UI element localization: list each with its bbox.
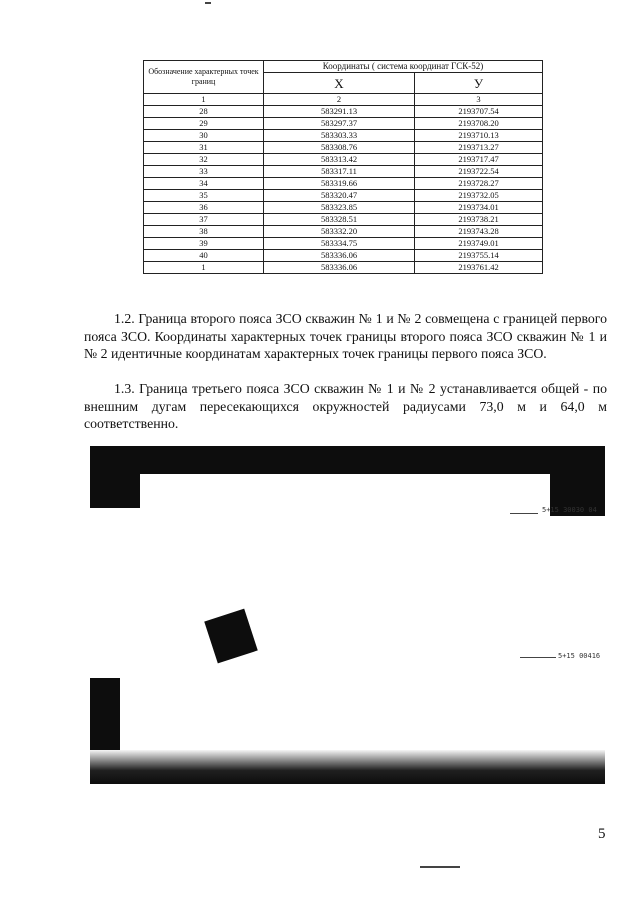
x-cell: 583308.76 [264, 142, 415, 154]
index-cell: 1 [144, 94, 264, 106]
table-header-row [144, 61, 543, 73]
point-cell: 31 [144, 142, 264, 154]
table-body [144, 94, 543, 274]
scan-dark-band-top [90, 446, 605, 474]
y-cell: 2193734.01 [415, 202, 543, 214]
y-cell: 2193728.27 [415, 178, 543, 190]
scan-dash-line [510, 513, 538, 514]
table-row [144, 250, 543, 262]
table-row [144, 238, 543, 250]
point-cell: 30 [144, 130, 264, 142]
table-row [144, 166, 543, 178]
x-cell: 583291.13 [264, 106, 415, 118]
point-cell: 35 [144, 190, 264, 202]
index-cell: 3 [415, 94, 543, 106]
x-cell: 583334.75 [264, 238, 415, 250]
scanned-map-image [90, 446, 610, 784]
x-cell: 583297.37 [264, 118, 415, 130]
y-cell: 2193710.13 [415, 130, 543, 142]
table-row [144, 178, 543, 190]
x-cell: 583313.42 [264, 154, 415, 166]
x-cell: 583303.33 [264, 130, 415, 142]
x-cell: 583323.85 [264, 202, 415, 214]
paragraph-1-3 [84, 380, 607, 433]
index-cell: 2 [264, 94, 415, 106]
y-cell: 2193708.20 [415, 118, 543, 130]
paragraph-1-2-text: 1.2. Граница второго пояса ЗСО скважин № 1 и № 2 совмещена с границей первого пояса ЗСО. Координаты характерных точек границы второго пояса ЗСО скважин № 1 и № 2 идентичные координатам характерных точек границы первого пояса ЗСО. [84, 311, 607, 361]
point-cell: 39 [144, 238, 264, 250]
table-row [144, 106, 543, 118]
point-cell: 28 [144, 106, 264, 118]
table-row [144, 130, 543, 142]
scan-dash-line [520, 657, 556, 658]
table-row [144, 262, 543, 274]
page-number: 5 [598, 826, 606, 842]
point-cell: 33 [144, 166, 264, 178]
y-cell: 2193713.27 [415, 142, 543, 154]
point-cell: 40 [144, 250, 264, 262]
scan-dark-blob [204, 609, 258, 664]
table-index-row [144, 94, 543, 106]
y-cell: 2193732.05 [415, 190, 543, 202]
table-row [144, 214, 543, 226]
table-row [144, 202, 543, 214]
point-cell: 32 [144, 154, 264, 166]
header-designation: Обозначение характерных точек границ [144, 61, 264, 94]
point-cell: 29 [144, 118, 264, 130]
y-cell: 2193707.54 [415, 106, 543, 118]
table-row [144, 142, 543, 154]
table-row [144, 154, 543, 166]
x-cell: 583320.47 [264, 190, 415, 202]
y-cell: 2193738.21 [415, 214, 543, 226]
x-cell: 583336.06 [264, 262, 415, 274]
point-cell: 1 [144, 262, 264, 274]
point-cell: 37 [144, 214, 264, 226]
scan-speck [205, 2, 211, 4]
point-cell: 34 [144, 178, 264, 190]
x-cell: 583319.66 [264, 178, 415, 190]
scan-label-top: 5+15 30030 04 [542, 506, 597, 514]
scan-dark-band-left [90, 446, 140, 508]
x-cell: 583328.51 [264, 214, 415, 226]
y-cell: 2193755.14 [415, 250, 543, 262]
header-y: У [415, 73, 543, 94]
point-cell: 36 [144, 202, 264, 214]
table-row [144, 190, 543, 202]
scan-speck [420, 866, 460, 868]
y-cell: 2193722.54 [415, 166, 543, 178]
point-cell: 38 [144, 226, 264, 238]
x-cell: 583332.20 [264, 226, 415, 238]
table-row [144, 118, 543, 130]
x-cell: 583336.06 [264, 250, 415, 262]
x-cell: 583317.11 [264, 166, 415, 178]
scan-label-mid: 5+15 00416 [558, 652, 601, 660]
paragraph-1-2 [84, 310, 607, 363]
paragraph-1-3-text: 1.3. Граница третьего пояса ЗСО скважин № 1 и № 2 устанавливается общей - по внешним дугам пересекающихся окружностей радиусами 73,0 м и 64,0 м соответственно. [84, 381, 607, 431]
scan-dark-band-bottom [90, 750, 605, 784]
y-cell: 2193761.42 [415, 262, 543, 274]
table-row [144, 226, 543, 238]
y-cell: 2193743.28 [415, 226, 543, 238]
header-coordinates: Координаты ( система координат ГСК-52) [264, 61, 543, 73]
coordinates-table [143, 60, 543, 274]
y-cell: 2193717.47 [415, 154, 543, 166]
y-cell: 2193749.01 [415, 238, 543, 250]
header-x: X [264, 73, 415, 94]
